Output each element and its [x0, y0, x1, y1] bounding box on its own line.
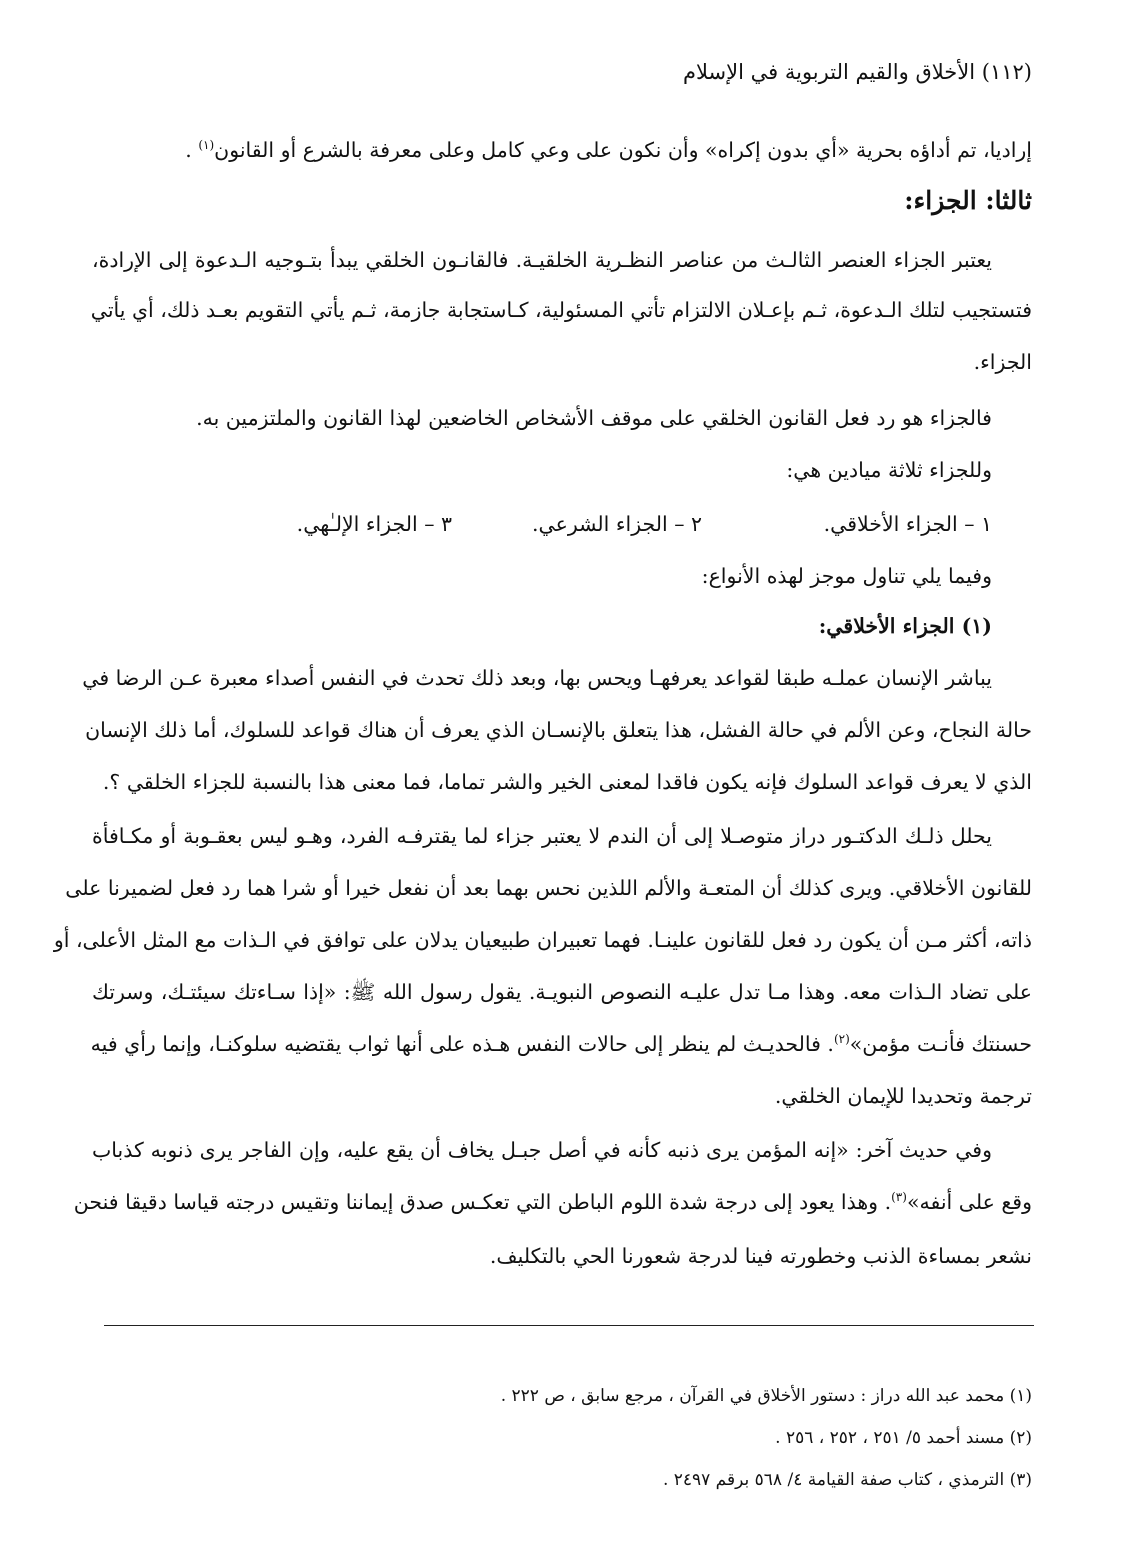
footnote-ref-2[interactable]: (٢) — [833, 1032, 850, 1047]
paragraph-line: نشعر بمساءة الذنب وخطورته فينا لدرجة شعورنا الحي بالتكليف. — [489, 1244, 1032, 1268]
paragraph-line: فتستجيب لتلك الـدعوة، ثـم بإعـلان الالتزام تأتي المسئولية، كـاستجابة جازمة، ثـم يأتي التقويم بعـد ذلك، أي يأتي — [90, 298, 1032, 322]
intro-line: إراديا، تم أداؤه بحرية «أي بدون إكراه» وأن نكون على وعي كامل وعلى معرفة بالشرع أو القانون$^{(١)}$ . — [185, 138, 1032, 162]
domain-item-2: ٢ – الجزاء الشرعي. — [531, 512, 702, 536]
running-header: (١١٢) الأخلاق والقيم التربوية في الإسلام — [683, 60, 1032, 84]
paragraph-line: وقع على أنفه»$^{(٣)}$. وهذا يعود إلى درجة شدة اللوم الباطن التي تعكـس صدق إيماننا وتقيس درجته قياسا دقيقا فنحن — [73, 1190, 1032, 1214]
paragraph-line: حالة النجاح، وعن الألم في حالة الفشل، هذا يتعلق بالإنسـان الذي يعرف أن هناك قواعد للسلوك، أما ذلك الإنسان — [85, 718, 1032, 742]
paragraph-line: ترجمة وتحديدا للإيمان الخلقي. — [774, 1084, 1032, 1108]
footnote-2: (٢) مسند أحمد ٥/ ٢٥١ ، ٢٥٢ ، ٢٥٦ . — [775, 1428, 1032, 1448]
domain-item-1: ١ – الجزاء الأخلاقي. — [823, 512, 992, 536]
paragraph-line: يعتبر الجزاء العنصر الثالـث من عناصر النظـرية الخلقيـة. فالقانـون الخلقي يبدأ بتـوجيه الـدعوة إلى الإرادة، — [92, 248, 992, 272]
subsection-heading: (١) الجزاء الأخلاقي: — [818, 614, 992, 638]
paragraph-line: يحلل ذلـك الدكتـور دراز متوصـلا إلى أن الندم لا يعتبر جزاء لما يقترفـه الفرد، وهـو ليس بعقـوبة أو مكـافأة — [92, 824, 992, 848]
paragraph-line: الذي لا يعرف قواعد السلوك فإنه يكون فاقدا لمعنى الخير والشر تماما، فما معنى هذا بالنسبة للجزاء الخلقي ؟. — [102, 770, 1032, 794]
section-heading: ثالثا: الجزاء: — [904, 186, 1032, 215]
paragraph-line: وللجزاء ثلاثة ميادين هي: — [786, 458, 992, 482]
paragraph-line: للقانون الأخلاقي. ويرى كذلك أن المتعـة والألم اللذين نحس بهما بعد أن نفعل خيرا أو شرا هما رد فعل لضميرنا على — [65, 876, 1032, 900]
domain-item-3: ٣ – الجزاء الإلـٰهي. — [296, 512, 452, 536]
footnote-ref-1[interactable]: (١) — [198, 138, 215, 153]
footnote-divider — [104, 1325, 1034, 1326]
main-text — [53, 0, 1032, 1300]
paragraph-line: الجزاء. — [973, 350, 1032, 374]
paragraph-line: يباشر الإنسان عملـه طبقا لقواعد يعرفهـا ويحس بها، وبعد ذلك تحدث في النفس أصداء معبرة عـن الرضا في — [82, 666, 992, 690]
footnote-ref-3[interactable]: (٣) — [891, 1190, 907, 1205]
paragraph-line: حسنتك فأنـت مؤمن»$^{(٢)}$. فالحديـث لم ينظر إلى حالات النفس هـذه على أنها ثواب يقتضيه سلوكنـا، وإنما رأي فيه — [90, 1032, 1032, 1056]
paragraph-line: وفيما يلي تناول موجز لهذه الأنواع: — [701, 564, 992, 588]
paragraph-line: فالجزاء هو رد فعل القانون الخلقي على موقف الأشخاص الخاضعين لهذا القانون والملتزمين به. — [196, 406, 992, 430]
paragraph-line: ذاته، أكثر مـن أن يكون رد فعل للقانون علينـا. فهما تعبيران طبيعيان يدلان على توافق في الـذات مع المثل الأعلى، أو — [53, 928, 1032, 952]
paragraph-line: على تضاد الـذات معه. وهذا مـا تدل عليـه النصوص النبويـة. يقول رسول الله ﷺ: «إذا سـاءتك سيئتـك، وسرتك — [92, 980, 1032, 1004]
paragraph-line: وفي حديث آخر: «إنه المؤمن يرى ذنبه كأنه في أصل جبـل يخاف أن يقع عليه، وإن الفاجر يرى ذنوبه كذباب — [92, 1138, 992, 1162]
footnote-3: (٣) الترمذي ، كتاب صفة القيامة ٤/ ٥٦٨ برقم ٢٤٩٧ . — [662, 1470, 1032, 1490]
footnote-1: (١) محمد عبد الله دراز : دستور الأخلاق في القرآن ، مرجع سابق ، ص ٢٢٢ . — [500, 1386, 1032, 1406]
